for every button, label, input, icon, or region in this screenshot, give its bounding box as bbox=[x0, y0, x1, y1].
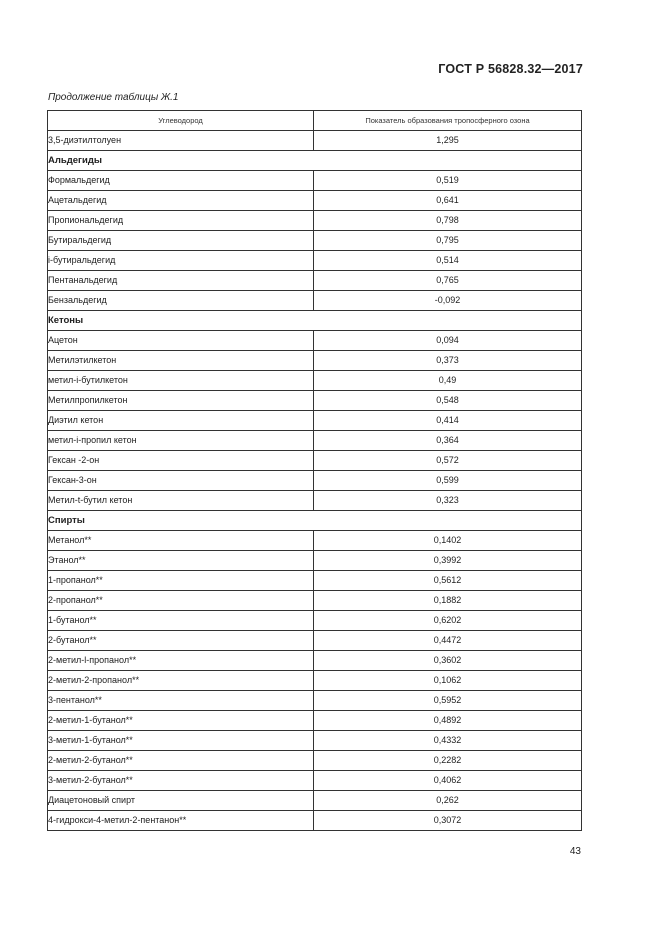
hydrocarbon-name-cell: Ацетальдегид bbox=[48, 191, 314, 211]
table-row bbox=[48, 551, 582, 571]
hydrocarbon-name-cell: Бензальдегид bbox=[48, 291, 314, 311]
hydrocarbon-name-cell: 4-гидрокси-4-метил-2-пентанон** bbox=[48, 811, 314, 831]
ozone-index-cell: 0,414 bbox=[314, 411, 582, 431]
hydrocarbon-name-cell: 2-метил-1-бутанол** bbox=[48, 711, 314, 731]
hydrocarbon-name-cell: Метил-t-бутил кетон bbox=[48, 491, 314, 511]
hydrocarbon-name-cell: Пропиональдегид bbox=[48, 211, 314, 231]
ozone-index-cell: 0,599 bbox=[314, 471, 582, 491]
table-row bbox=[48, 191, 582, 211]
page-number: 43 bbox=[569, 846, 581, 857]
hydrocarbon-name-cell: 3-метил-2-бутанол** bbox=[48, 771, 314, 791]
table-row bbox=[48, 811, 582, 831]
hydrocarbon-name-cell: 2-метил-l-пропанол** bbox=[48, 651, 314, 671]
ozone-index-cell: 0,572 bbox=[314, 451, 582, 471]
table-row bbox=[48, 431, 582, 451]
table-row bbox=[48, 211, 582, 231]
ozone-index-cell: 0,4472 bbox=[314, 631, 582, 651]
table-row bbox=[48, 371, 582, 391]
hydrocarbon-name-cell: 2-бутанол** bbox=[48, 631, 314, 651]
table-row bbox=[48, 691, 582, 711]
ozone-index-cell: 0,3072 bbox=[314, 811, 582, 831]
hydrocarbon-name-cell: Гексан -2-он bbox=[48, 451, 314, 471]
ozone-index-cell: 0,641 bbox=[314, 191, 582, 211]
ozone-index-cell: 0,3992 bbox=[314, 551, 582, 571]
ozone-index-cell: 0,1402 bbox=[314, 531, 582, 551]
ozone-index-cell: 0,514 bbox=[314, 251, 582, 271]
ozone-index-cell: 0,1062 bbox=[314, 671, 582, 691]
hydrocarbon-name-cell: 1-пропанол** bbox=[48, 571, 314, 591]
ozone-index-cell: 0,49 bbox=[314, 371, 582, 391]
hydrocarbon-name-cell: 2-метил-2-пропанол** bbox=[48, 671, 314, 691]
ozone-index-cell: 0,364 bbox=[314, 431, 582, 451]
table-row bbox=[48, 711, 582, 731]
table-row bbox=[48, 471, 582, 491]
ozone-index-cell: 0,519 bbox=[314, 171, 582, 191]
ozone-index-cell: 1,295 bbox=[314, 131, 582, 151]
table-row bbox=[48, 591, 582, 611]
hydrocarbon-name-cell: Бутиральдегид bbox=[48, 231, 314, 251]
hydrocarbon-name-cell: Формальдегид bbox=[48, 171, 314, 191]
table-row bbox=[48, 531, 582, 551]
hydrocarbon-name-cell: Пентанальдегид bbox=[48, 271, 314, 291]
ozone-index-cell: 0,4062 bbox=[314, 771, 582, 791]
table-row bbox=[48, 491, 582, 511]
table-caption: Продолжение таблицы Ж.1 bbox=[48, 92, 179, 103]
table-row bbox=[48, 771, 582, 791]
hydrocarbon-name-cell: Диэтил кетон bbox=[48, 411, 314, 431]
table-group-row bbox=[48, 311, 582, 331]
ozone-index-cell: 0,1882 bbox=[314, 591, 582, 611]
hydrocarbon-name-cell: метил-i-пропил кетон bbox=[48, 431, 314, 451]
table-row bbox=[48, 631, 582, 651]
table-row bbox=[48, 611, 582, 631]
table-row bbox=[48, 791, 582, 811]
hydrocarbon-name-cell: Метилэтилкетон bbox=[48, 351, 314, 371]
ozone-index-cell: -0,092 bbox=[314, 291, 582, 311]
hydrocarbon-name-cell: 2-метил-2-бутанол** bbox=[48, 751, 314, 771]
table-row bbox=[48, 571, 582, 591]
hydrocarbon-name-cell: Диацетоновый спирт bbox=[48, 791, 314, 811]
column-header-ozone-index: Показатель образования тропосферного озона bbox=[314, 111, 582, 131]
table-row bbox=[48, 231, 582, 251]
table-row bbox=[48, 351, 582, 371]
document-code: ГОСТ Р 56828.32—2017 bbox=[438, 62, 583, 76]
ozone-index-cell: 0,094 bbox=[314, 331, 582, 351]
table-row bbox=[48, 651, 582, 671]
table-row bbox=[48, 131, 582, 151]
hydrocarbon-name-cell: 3-пентанол** bbox=[48, 691, 314, 711]
hydrocarbon-name-cell: 2-пропанол** bbox=[48, 591, 314, 611]
ozone-index-cell: 0,323 bbox=[314, 491, 582, 511]
hydrocarbon-name-cell: 1-бутанол** bbox=[48, 611, 314, 631]
hydrocarbon-name-cell: Гексан-3-он bbox=[48, 471, 314, 491]
table-row bbox=[48, 331, 582, 351]
table-row bbox=[48, 291, 582, 311]
hydrocarbon-name-cell: Метанол** bbox=[48, 531, 314, 551]
ozone-index-cell: 0,5952 bbox=[314, 691, 582, 711]
table-row bbox=[48, 391, 582, 411]
ozone-index-cell: 0,4332 bbox=[314, 731, 582, 751]
table-row bbox=[48, 271, 582, 291]
ozone-index-cell: 0,6202 bbox=[314, 611, 582, 631]
ozone-index-cell: 0,795 bbox=[314, 231, 582, 251]
table-header-row bbox=[48, 111, 582, 131]
ozone-index-cell: 0,262 bbox=[314, 791, 582, 811]
hydrocarbon-name-cell: Этанол** bbox=[48, 551, 314, 571]
column-header-hydrocarbon: Углеводород bbox=[48, 111, 314, 131]
table-row bbox=[48, 171, 582, 191]
hydrocarbon-name-cell: i-бутиральдегид bbox=[48, 251, 314, 271]
table-row bbox=[48, 671, 582, 691]
hydrocarbon-name-cell: метил-i-бутилкетон bbox=[48, 371, 314, 391]
ozone-index-cell: 0,2282 bbox=[314, 751, 582, 771]
ozone-index-cell: 0,373 bbox=[314, 351, 582, 371]
ozone-table bbox=[47, 110, 582, 831]
hydrocarbon-name-cell: 3,5-диэтилтолуен bbox=[48, 131, 314, 151]
ozone-index-cell: 0,5612 bbox=[314, 571, 582, 591]
group-heading: Спирты bbox=[48, 511, 582, 531]
table-group-row bbox=[48, 151, 582, 171]
hydrocarbon-name-cell: 3-метил-1-бутанол** bbox=[48, 731, 314, 751]
table-row bbox=[48, 251, 582, 271]
ozone-index-cell: 0,765 bbox=[314, 271, 582, 291]
hydrocarbon-name-cell: Ацетон bbox=[48, 331, 314, 351]
table-row bbox=[48, 411, 582, 431]
table-group-row bbox=[48, 511, 582, 531]
hydrocarbon-name-cell: Метилпропилкетон bbox=[48, 391, 314, 411]
ozone-index-cell: 0,3602 bbox=[314, 651, 582, 671]
ozone-index-cell: 0,548 bbox=[314, 391, 582, 411]
table-row bbox=[48, 451, 582, 471]
group-heading: Кетоны bbox=[48, 311, 582, 331]
table-row bbox=[48, 751, 582, 771]
ozone-index-cell: 0,4892 bbox=[314, 711, 582, 731]
table-row bbox=[48, 731, 582, 751]
ozone-index-cell: 0,798 bbox=[314, 211, 582, 231]
group-heading: Альдегиды bbox=[48, 151, 582, 171]
